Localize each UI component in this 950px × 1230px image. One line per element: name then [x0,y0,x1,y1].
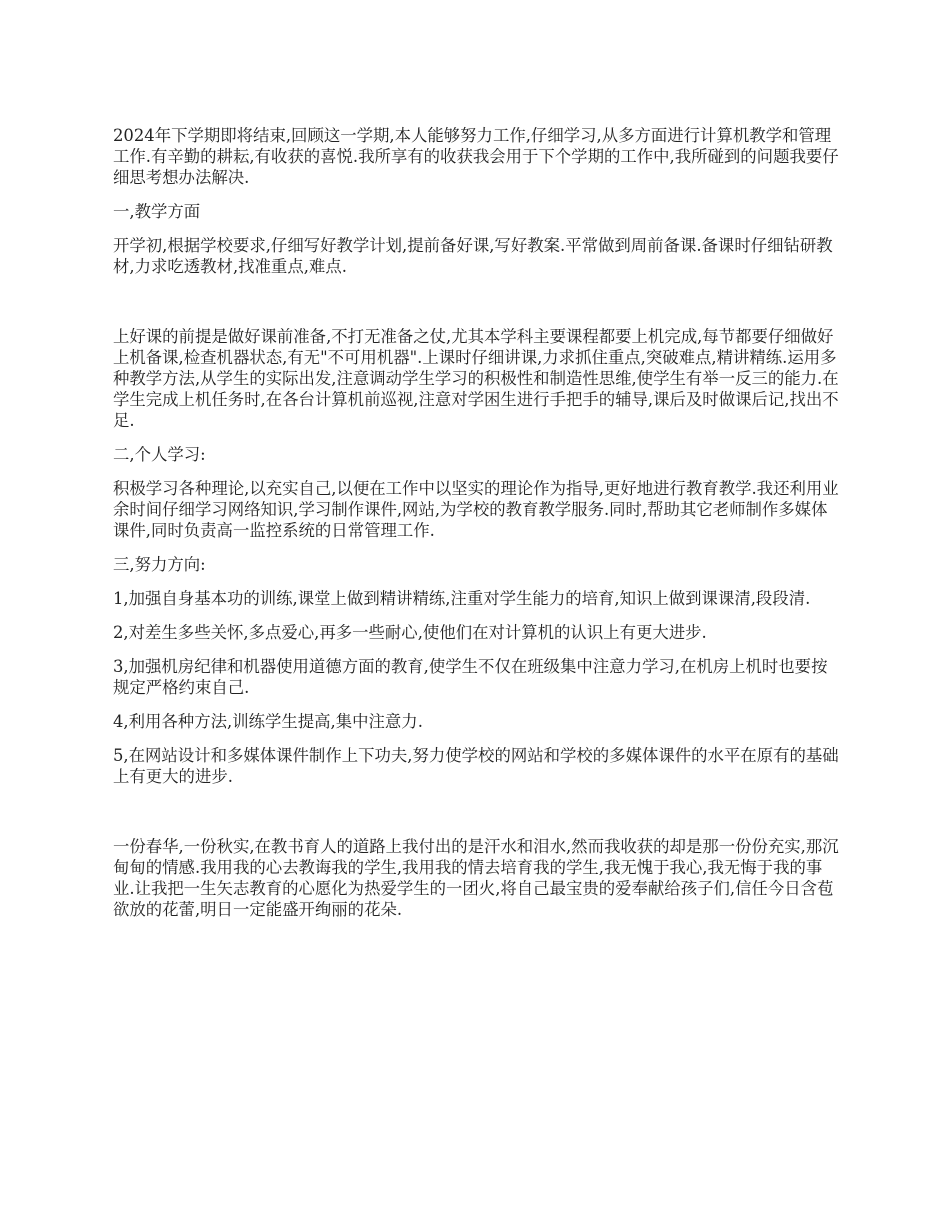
direction-item-2: 2,对差生多些关怀,多点爱心,再多一些耐心,使他们在对计算机的认识上有更大进步. [113,623,707,642]
direction-item-4: 4,利用各种方法,训练学生提高,集中注意力. [113,712,423,731]
document-page [113,125,841,933]
direction-item-5: 5,在网站设计和多媒体课件制作上下功夫,努力使学校的网站和学校的多媒体课件的水平在原有的基础上有更大的进步. [113,746,839,786]
teaching-paragraph-lessons: 上好课的前提是做好课前准备,不打无准备之仗,尤其本学科主要课程都要上机完成,每节都要仔细做好上机备课,检查机器状态,有无"不可用机器".上课时仔细讲课,力求抓住重点,突破难点,精讲精练.运用多种教学方法,从学生的实际出发,注意调动学生学习的积极性和制造性思维,使学生有举一反三的能力.在学生完成上机任务时,在各台计算机前巡视,注意对学困生进行手把手的辅导,课后及时做课后记,找出不足. [113,327,839,430]
personal-study-paragraph: 积极学习各种理论,以充实自己,以便在工作中以坚实的理论作为指导,更好地进行教育教学.我还利用业余时间仔细学习网络知识,学习制作课件,网站,为学校的教育教学服务.同时,帮助其它老师制作多媒体课件,同时负责高一监控系统的日常管理工作. [113,479,839,540]
section-heading-direction: 三,努力方向: [113,555,206,574]
direction-item-1: 1,加强自身基本功的训练,课堂上做到精讲精练,注重对学生能力的培育,知识上做到课课清,段段清. [113,589,811,608]
direction-item-3: 3,加强机房纪律和机器使用道德方面的教育,使学生不仅在班级集中注意力学习,在机房上机时也要按规定严格约束自己. [113,657,828,697]
teaching-paragraph-planning: 开学初,根据学校要求,仔细写好教学计划,提前备好课,写好教案.平常做到周前备课.备课时仔细钻研教材,力求吃透教材,找准重点,难点. [113,236,833,276]
intro-paragraph: 2024年下学期即将结束,回顾这一学期,本人能够努力工作,仔细学习,从多方面进行计算机教学和管理工作.有辛勤的耕耘,有收获的喜悦.我所享有的收获我会用于下个学期的工作中,我所碰到的问题我要仔细思考想办法解决. [113,126,839,187]
section-heading-teaching: 一,教学方面 [113,202,201,221]
section-heading-personal-study: 二,个人学习: [113,445,206,464]
closing-paragraph: 一份春华,一份秋实,在教书育人的道路上我付出的是汗水和泪水,然而我收获的却是那一份份充实,那沉甸甸的情感.我用我的心去教诲我的学生,我用我的情去培育我的学生,我无愧于我心,我无悔于我的事业.让我把一生矢志教育的心愿化为热爱学生的一团火,将自己最宝贵的爱奉献给孩子们,信任今日含苞欲放的花蕾,明日一定能盛开绚丽的花朵. [113,837,839,919]
